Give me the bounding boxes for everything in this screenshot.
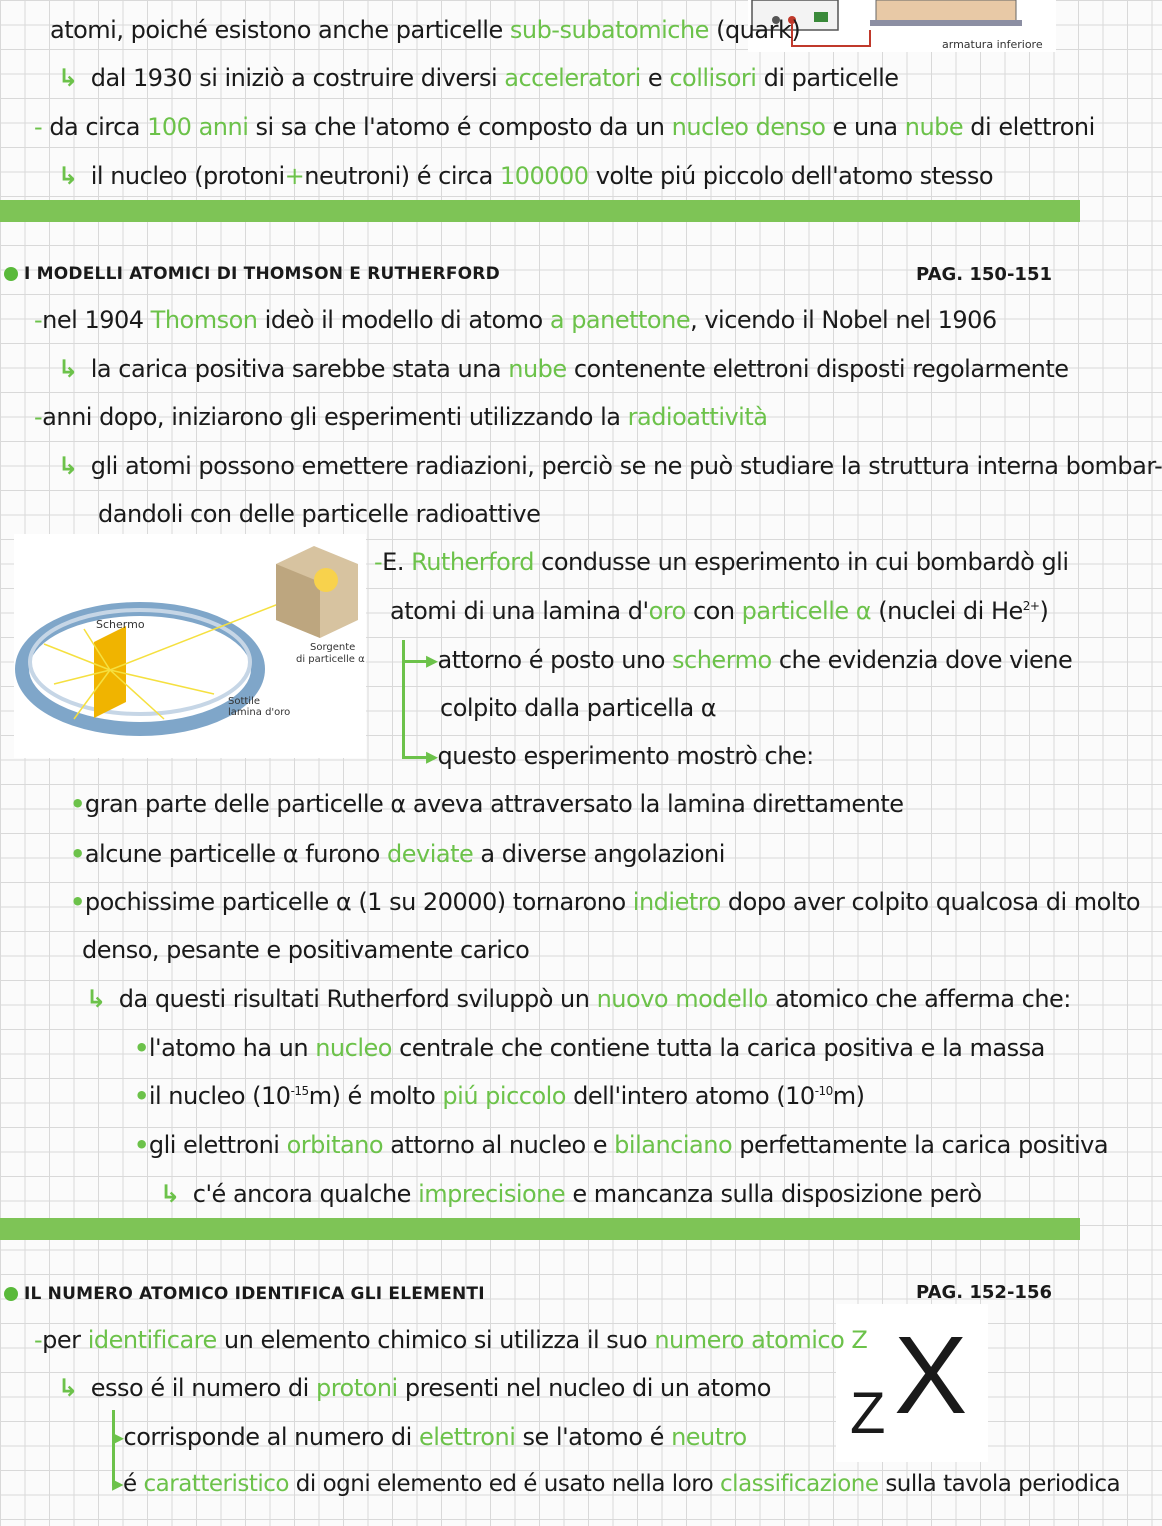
s1-right-2: atomi di una lamina d'oro con particelle α (nuclei di $He^{2+}$) — [390, 597, 1049, 625]
s1-sub-1: •l'atomo ha un nucleo centrale che contiene tutta la carica positiva e la massa — [134, 1034, 1045, 1062]
bracket-line — [402, 660, 428, 663]
s1-sub-3: •gli elettroni orbitano attorno al nucleo e bilanciano perfettamente la carica positiva — [134, 1131, 1109, 1159]
line-top-2: ↳ dal 1930 si iniziò a costruire diversi acceleratori e collisori di particelle — [58, 64, 899, 92]
line-top-4: ↳ il nucleo (protoni+neutroni) é circa 100000 volte piú piccolo dell'atomo stesso — [58, 162, 994, 190]
s1-line-1: -nel 1904 Thomson ideò il modello di atomo a panettone, vicendo il Nobel nel 1906 — [34, 306, 997, 334]
arrow-icon: ↳ — [58, 452, 78, 480]
arrow-icon: ▸ — [426, 742, 438, 770]
fig-label-lamina-1: Sottile — [228, 696, 261, 707]
fig-label-sorgente-1: Sorgente — [310, 642, 356, 653]
s1-sub-4: ↳ c'é ancora qualche imprecisione e mancanza sulla disposizione però — [160, 1180, 982, 1208]
s1-line-4: ↳ gli atomi possono emettere radiazioni, perciò se ne può studiare la struttura interna bombar- — [58, 452, 1162, 480]
s1-bullet-3: •pochissime particelle α (1 su 20000) tornarono indietro dopo aver colpito qualcosa di molto — [70, 888, 1141, 916]
arrow-icon: ↳ — [86, 985, 106, 1013]
page-reference: PAG. 152-156 — [916, 1282, 1052, 1303]
bullet-dot-icon — [4, 267, 18, 281]
s1-sub-2: •il nucleo $(10^{-15}m)$ é molto piú piccolo dell'intero atomo $(10^{-10}m)$ — [134, 1082, 865, 1110]
arrow-icon: ▸ — [426, 646, 438, 674]
element-symbol: X — [894, 1314, 968, 1437]
fig-label-lamina-2: lamina d'oro — [228, 707, 291, 718]
arrow-icon: ↳ — [160, 1180, 180, 1208]
s2-line-3: ▸corrisponde al numero di elettroni se l'atomo é neutro — [112, 1423, 747, 1451]
s1-bullet-3-cont: denso, pesante e positivamente carico — [82, 936, 530, 964]
s1-line-2: ↳ la carica positiva sarebbe stata una nube contenente elettroni disposti regolarmente — [58, 355, 1069, 383]
bracket-line — [402, 640, 405, 758]
s1-bullet-2: •alcune particelle α furono deviate a diverse angolazioni — [70, 840, 725, 868]
s1-line-3: -anni dopo, iniziarono gli esperimenti utilizzando la radioattività — [34, 403, 768, 431]
section-divider — [0, 1218, 1080, 1240]
s1-line-5: dandoli con delle particelle radioattive — [98, 500, 541, 528]
section-divider — [0, 200, 1080, 222]
s2-line-1: -per identificare un elemento chimico si utilizza il suo numero atomico Z — [34, 1326, 868, 1354]
s1-bullet-1: •gran parte delle particelle α aveva attraversato la lamina direttamente — [70, 790, 904, 818]
line-top-3: - da circa 100 anni si sa che l'atomo é composto da un nucleo denso e una nube di elettroni — [34, 113, 1095, 141]
section-title-thomson-rutherford: I MODELLI ATOMICI DI THOMSON E RUTHERFORD — [4, 264, 500, 284]
page-reference: PAG. 150-151 — [916, 264, 1052, 285]
arrow-icon: ↳ — [58, 64, 78, 92]
s1-right-4: colpito dalla particella α — [440, 694, 717, 722]
arrow-icon: ▸ — [112, 1471, 124, 1497]
arrow-icon: ↳ — [58, 1374, 78, 1402]
s1-right-1: -E. Rutherford condusse un esperimento in cui bombardò gli — [374, 548, 1069, 576]
arrow-icon: ▸ — [112, 1423, 124, 1451]
fig-label-sorgente-2: di particelle α — [296, 654, 365, 665]
s1-right-5: ▸questo esperimento mostrò che: — [426, 742, 814, 770]
atomic-number-subscript: Z — [850, 1381, 886, 1446]
rutherford-experiment-figure — [14, 534, 366, 758]
s2-line-4: ▸é caratteristico di ogni elemento ed é usato nella loro classificazione sulla tavola periodica — [112, 1471, 1121, 1497]
bullet-dot-icon — [4, 1287, 18, 1301]
line-top-1: atomi, poiché esistono anche particelle sub-subatomiche (quark) — [50, 16, 801, 44]
bracket-line — [402, 756, 428, 759]
s2-line-2: ↳ esso é il numero di protoni presenti nel nucleo di un atomo — [58, 1374, 771, 1402]
section-title-numero-atomico: IL NUMERO ATOMICO IDENTIFICA GLI ELEMENTI — [4, 1284, 485, 1304]
arrow-icon: ↳ — [58, 162, 78, 190]
s1-model-line: ↳ da questi risultati Rutherford sviluppò un nuovo modello atomico che afferma che: — [86, 985, 1071, 1013]
fig-label-schermo: Schermo — [96, 618, 145, 631]
arrow-icon: ↳ — [58, 355, 78, 383]
figure-caption: armatura inferiore — [942, 38, 1043, 51]
s1-right-3: ▸attorno é posto uno schermo che evidenzia dove viene — [426, 646, 1073, 674]
rutherford-diagram — [14, 534, 366, 758]
